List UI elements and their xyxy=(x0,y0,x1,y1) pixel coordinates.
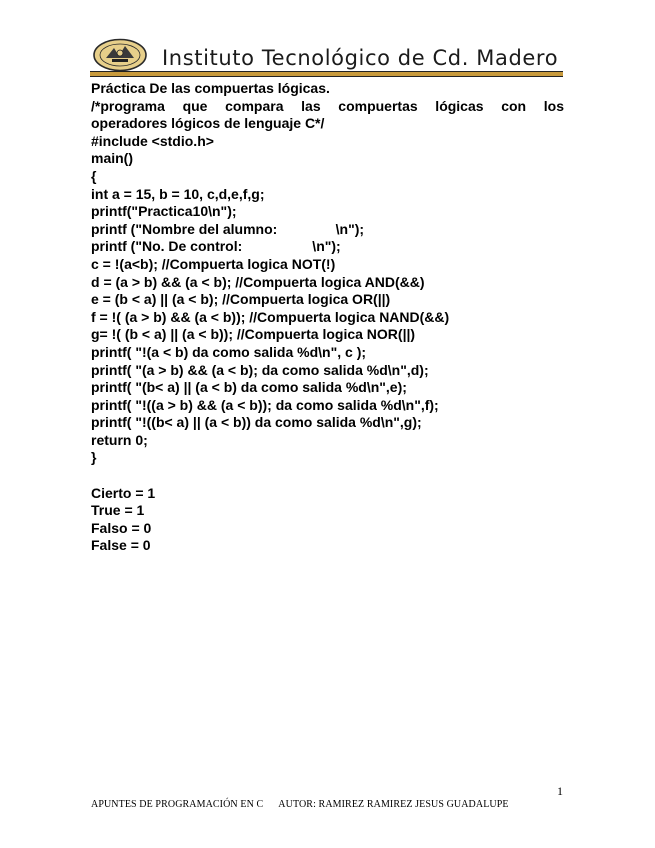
code-line: printf( "(a > b) && (a < b); da como salida %d\n",d); xyxy=(91,361,429,378)
code-line: #include <stdio.h> xyxy=(91,132,214,149)
code-line: printf( "!((b< a) || (a < b)) da como salida %d\n",g); xyxy=(91,414,422,431)
code-line: return 0; xyxy=(91,431,148,448)
truth-values-list xyxy=(91,485,564,555)
code-block xyxy=(91,133,564,467)
program-comment-line-1: /*programa que compara las compuertas lógicas con los xyxy=(91,97,564,114)
code-line: { xyxy=(91,167,97,184)
page-number: 1 xyxy=(557,784,563,798)
code-line: printf( "(b< a) || (a < b) da como salida %d\n",e); xyxy=(91,379,407,396)
code-line: g= !( (b < a) || (a < b)); //Compuerta logica NOR(||) xyxy=(91,326,416,343)
truth-value: True = 1 xyxy=(91,502,145,519)
page-header xyxy=(90,38,565,78)
code-line: e = (b < a) || (a < b); //Compuerta logica OR(||) xyxy=(91,291,391,308)
page-footer: APUNTES DE PROGRAMACIÓN EN C AUTOR: RAMIREZ RAMIREZ JESUS GUADALUPE xyxy=(91,799,509,810)
document-body xyxy=(91,80,564,555)
code-line: printf( "!(a < b) da como salida %d\n", c ); xyxy=(91,343,367,360)
document-title: Práctica De las compuertas lógicas. xyxy=(91,80,330,96)
spacer xyxy=(91,467,564,485)
code-line: printf("Practica10\n"); xyxy=(91,203,237,220)
code-line: c = !(a<b); //Compuerta logica NOT(!) xyxy=(91,255,336,272)
institute-seal-icon xyxy=(92,38,148,72)
truth-value: Cierto = 1 xyxy=(91,484,156,501)
code-line: f = !( (a > b) && (a < b)); //Compuerta logica NAND(&&) xyxy=(91,308,450,325)
code-line: main() xyxy=(91,150,133,167)
code-line: printf ("Nombre del alumno: \n"); xyxy=(91,220,365,237)
code-line: printf ("No. De control: \n"); xyxy=(91,238,341,255)
code-line: int a = 15, b = 10, c,d,e,f,g; xyxy=(91,185,265,202)
truth-value: False = 0 xyxy=(91,537,151,554)
code-line: printf( "!((a > b) && (a < b)); da como salida %d\n",f); xyxy=(91,396,439,413)
program-comment-line-2: operadores lógicos de lenguaje C*/ xyxy=(91,115,325,132)
code-line: d = (a > b) && (a < b); //Compuerta logica AND(&&) xyxy=(91,273,425,290)
header-rule xyxy=(90,71,563,77)
code-line: } xyxy=(91,449,97,466)
institution-title: Instituto Tecnológico de Cd. Madero xyxy=(162,46,559,70)
truth-value: Falso = 0 xyxy=(91,519,152,536)
